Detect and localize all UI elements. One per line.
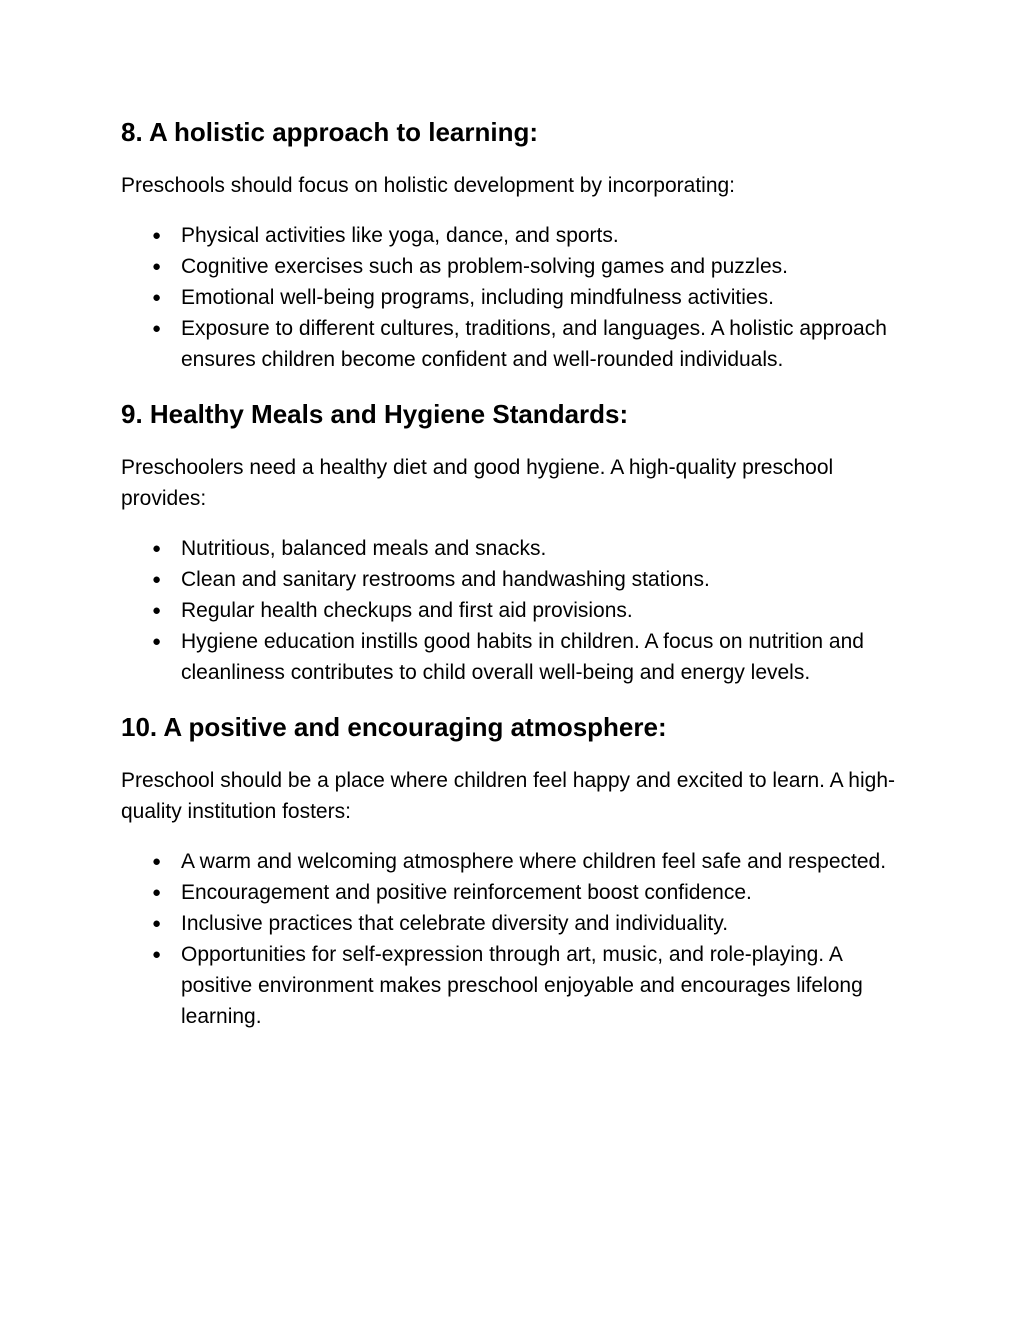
list-item-text: Exposure to different cultures, traditions, and languages. A holistic approach ensures children become confident and well-rounded individuals.: [181, 317, 887, 371]
bullet-list: [121, 533, 911, 688]
bullet-icon: ●: [152, 915, 162, 932]
section-heading: 10. A positive and encouraging atmosphere:: [121, 712, 667, 742]
list-item: [121, 313, 911, 375]
section-healthy-meals: [121, 398, 911, 688]
list-item: [121, 595, 911, 626]
section-heading: 9. Healthy Meals and Hygiene Standards:: [121, 399, 629, 429]
list-item: [121, 846, 911, 877]
list-item-text: Clean and sanitary restrooms and handwashing stations.: [181, 568, 710, 591]
document-page: [121, 116, 911, 1055]
list-item: [121, 564, 911, 595]
list-item-text: Physical activities like yoga, dance, and sports.: [181, 224, 619, 247]
section-positive-atmosphere: [121, 711, 911, 1032]
section-intro: Preschool should be a place where children feel happy and excited to learn. A high-quality institution fosters:: [121, 769, 896, 823]
section-intro: Preschools should focus on holistic development by incorporating:: [121, 174, 736, 197]
bullet-icon: ●: [152, 227, 162, 244]
list-item: [121, 282, 911, 313]
list-item: [121, 939, 911, 1032]
list-item-text: Encouragement and positive reinforcement boost confidence.: [181, 881, 752, 904]
bullet-icon: ●: [152, 320, 162, 337]
bullet-icon: ●: [152, 571, 162, 588]
list-item-text: Inclusive practices that celebrate diversity and individuality.: [181, 912, 729, 935]
bullet-list: [121, 846, 911, 1032]
list-item: [121, 626, 911, 688]
bullet-icon: ●: [152, 289, 162, 306]
bullet-icon: ●: [152, 946, 162, 963]
list-item-text: Hygiene education instills good habits in children. A focus on nutrition and cleanliness contributes to child overall well-being and energy levels.: [181, 630, 864, 684]
list-item-text: Cognitive exercises such as problem-solving games and puzzles.: [181, 255, 788, 278]
list-item: [121, 533, 911, 564]
section-intro: Preschoolers need a healthy diet and good hygiene. A high-quality preschool provides:: [121, 456, 834, 510]
section-heading: 8. A holistic approach to learning:: [121, 117, 539, 147]
list-item-text: Opportunities for self-expression through art, music, and role-playing. A positive environment makes preschool enjoyable and encourages lifelong learning.: [181, 943, 863, 1028]
list-item-text: Nutritious, balanced meals and snacks.: [181, 537, 547, 560]
bullet-icon: ●: [152, 633, 162, 650]
list-item-text: Regular health checkups and first aid provisions.: [181, 599, 633, 622]
bullet-icon: ●: [152, 258, 162, 275]
list-item-text: A warm and welcoming atmosphere where children feel safe and respected.: [181, 850, 887, 873]
bullet-icon: ●: [152, 602, 162, 619]
list-item-text: Emotional well-being programs, including mindfulness activities.: [181, 286, 774, 309]
list-item: [121, 220, 911, 251]
list-item: [121, 908, 911, 939]
section-holistic-approach: [121, 116, 911, 375]
list-item: [121, 251, 911, 282]
list-item: [121, 877, 911, 908]
bullet-icon: ●: [152, 884, 162, 901]
bullet-icon: ●: [152, 853, 162, 870]
bullet-list: [121, 220, 911, 375]
bullet-icon: ●: [152, 540, 162, 557]
